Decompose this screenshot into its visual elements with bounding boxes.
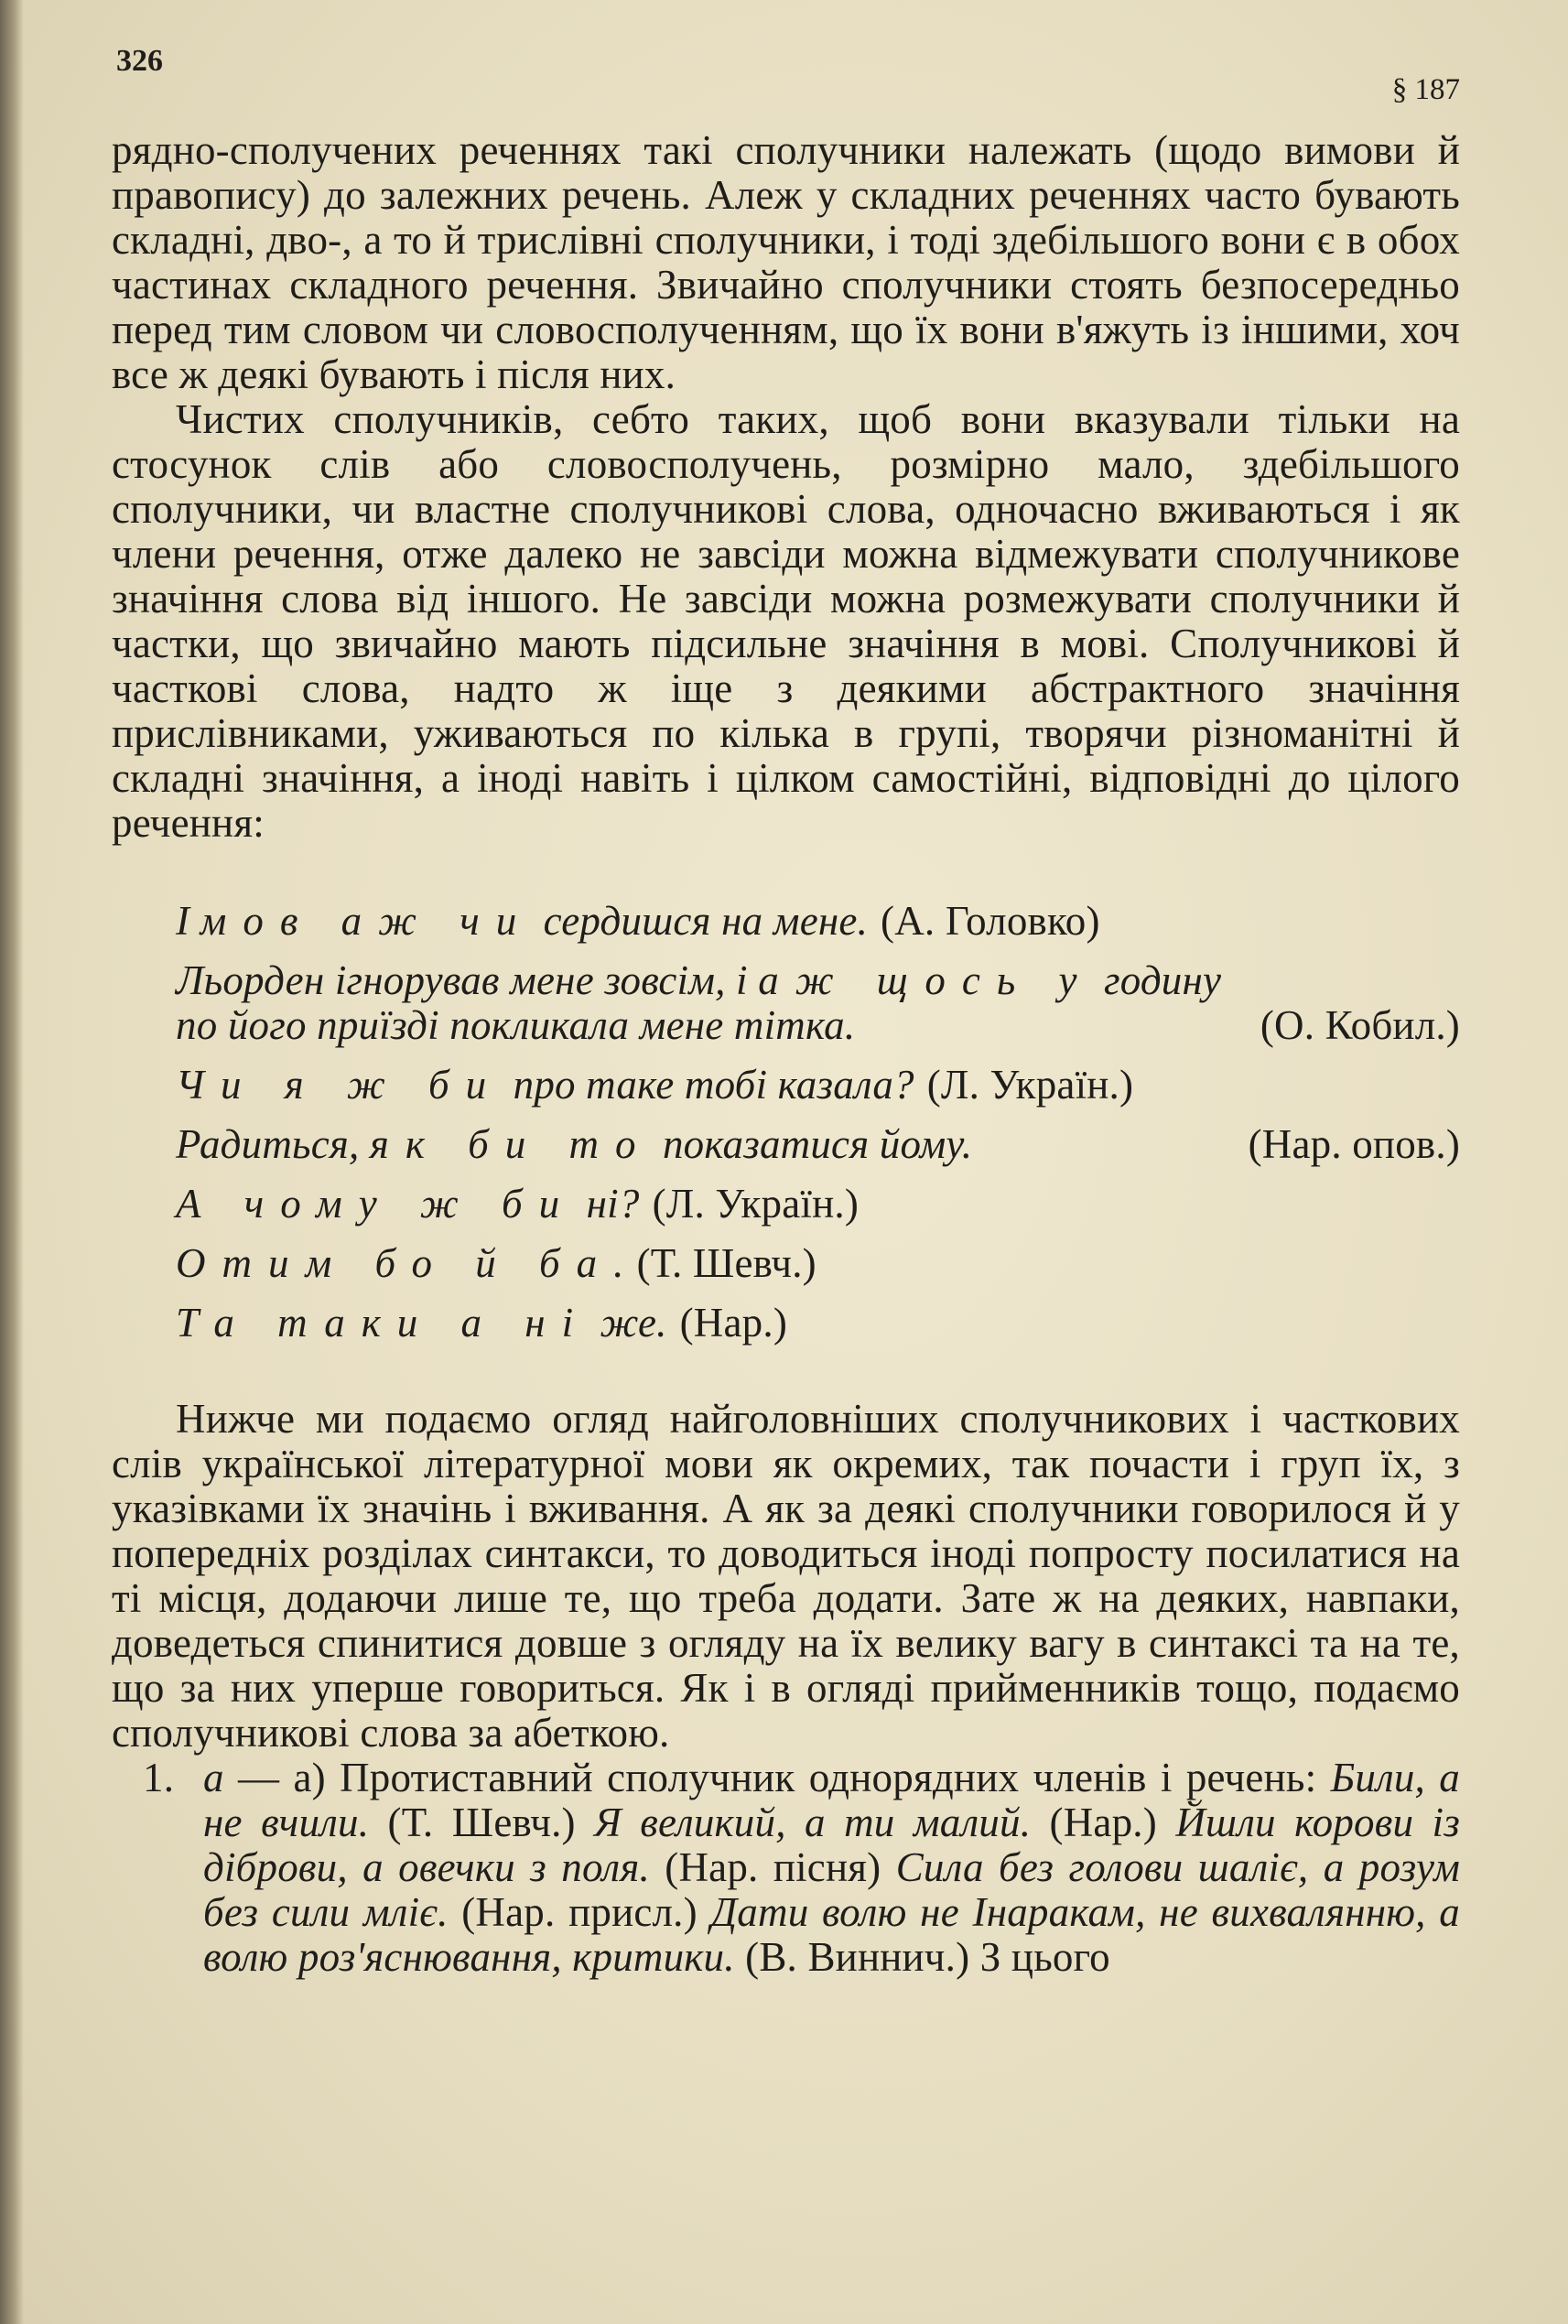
example-quote: Радиться, як би то показатися йому. bbox=[176, 1121, 973, 1167]
page-number: 326 bbox=[116, 44, 163, 78]
section-mark: § 187 bbox=[1391, 73, 1460, 106]
example-source: (Т. Шевч.) bbox=[636, 1240, 816, 1286]
example-line2 bbox=[176, 1003, 1460, 1048]
example-quote: А чому ж би ні? bbox=[176, 1181, 640, 1227]
example-7 bbox=[176, 1301, 1460, 1346]
example-1 bbox=[176, 899, 1460, 944]
entry-example-source: (Нар. пісня) bbox=[649, 1844, 896, 1890]
emphasis-spaced-text: А чому ж би bbox=[176, 1181, 577, 1227]
emphasis-spaced-text: як би то bbox=[369, 1121, 653, 1167]
emphasis-spaced-text: Та таки а ні bbox=[176, 1300, 590, 1346]
entry-example-source: (В. Виннич.) З цього bbox=[734, 1934, 1110, 1980]
book-spine-shadow bbox=[0, 0, 24, 2324]
emphasis-spaced-text: Чи я ж би bbox=[176, 1062, 503, 1108]
entry-intro: — а) Протиставний сполучник однорядних членів і речень: bbox=[223, 1755, 1331, 1800]
example-quote: Отим бо й ба. bbox=[176, 1240, 624, 1286]
entry-example-source: (Нар.) bbox=[1031, 1800, 1176, 1845]
example-source: (О. Кобил.) bbox=[1260, 1002, 1460, 1048]
example-quote: І мов аж чи сердишся на мене. bbox=[176, 898, 869, 944]
examples-block bbox=[176, 899, 1460, 1346]
paragraph-1: рядно-сполучених реченнях такі сполучники належать (щодо вимови й правопису) до залежних речень. Алеж у складних реченнях часто бувають складні, дво-, а то й трислівні сполучники, і тоді здебільшого вони є в обох частинах складного речення. Звичайно сполучники стоять безпосередньо перед тим словом чи словосполученням, що їх вони в'яжуть із іншими, хоч все ж деякі бувають і після них. bbox=[112, 127, 1460, 397]
example-quote: Чи я ж би про таке тобі казала? bbox=[176, 1062, 914, 1108]
example-source: (Л. Україн.) bbox=[926, 1062, 1134, 1108]
entry-headword: а bbox=[203, 1755, 224, 1800]
emphasis-spaced-text: аж щось у bbox=[758, 957, 1094, 1003]
example-quote-line1: Льорден ігнорував мене зовсім, і аж щось у годину bbox=[176, 957, 1222, 1003]
entry-example-quote: Били, а не вчили. bbox=[203, 1755, 1460, 1845]
example-source: (Нар. опов.) bbox=[1248, 1121, 1460, 1167]
example-source: (А. Головко) bbox=[881, 898, 1100, 944]
emphasis-spaced-text: мов аж чи bbox=[200, 898, 534, 944]
paragraph-2: Чистих сполучників, себто таких, щоб вони вказували тільки на стосунок слів або словосполучень, розмірно мало, здебільшого сполучники, чи властне сполучникові слова, одночасно вживаються і як члени речення, отже далеко не завсіди можна відмежувати сполучникове значіння слова від іншого. Не завсіди можна розмежувати сполучники й частки, що звичайно мають підсильне значіння в мові. Сполучникові й часткові слова, надто ж іще з деякими абстрактного значіння прислівниками, уживаються по кілька в групі, творячи різноманітні й складні значіння, а іноді навіть і цілком самостійні, відповідні до цілого речення: bbox=[112, 396, 1460, 846]
page-body bbox=[112, 128, 1460, 1980]
example-6 bbox=[176, 1241, 1460, 1286]
example-4 bbox=[176, 1122, 1460, 1167]
example-quote: Та таки а ні же. bbox=[176, 1300, 667, 1346]
example-2 bbox=[176, 958, 1460, 1048]
entry-example-source: (Т. Шевч.) bbox=[369, 1800, 595, 1845]
entry-example-quote: Йшли корови із діброви, а овечки з поля. bbox=[203, 1800, 1460, 1890]
example-5 bbox=[176, 1182, 1460, 1227]
example-source: (Нар.) bbox=[679, 1300, 788, 1346]
entry-example-quote: Сила без голови шаліє, а розум без сили мліє. bbox=[203, 1844, 1460, 1935]
example-quote-line2: по його приїзді покликала мене тітка. bbox=[176, 1002, 856, 1048]
emphasis-spaced-text: Отим бо й ба bbox=[176, 1240, 614, 1286]
entry-example-quote: Я великий, а ти малий. bbox=[594, 1800, 1032, 1845]
entry-example-source: (Нар. присл.) bbox=[448, 1889, 711, 1935]
entry-1 bbox=[112, 1756, 1460, 1980]
example-source: (Л. Україн.) bbox=[652, 1181, 860, 1227]
paragraph-3: Нижче ми подаємо огляд найголовніших сполучникових і часткових слів української літературної мови як окремих, так почасти і груп їх, з указівками їх значінь і вживання. А як за деякі сполучники говорилося й у попередніх розділах синтакси, то доводиться іноді попросту посилатися на ті місця, додаючи лише те, що треба додати. Зате ж на деяких, навпаки, доведеться спинитися довше з огляду на їх велику вагу в синтаксі та на те, що за них уперше говориться. Як і в огляді прийменників тощо, подаємо сполучникові слова за абеткою. bbox=[112, 1396, 1460, 1756]
entry-number: 1. bbox=[143, 1755, 175, 1800]
entry-example-quote: Дати волю не Інаракам, не вихвалянню, а волю роз'яснювання, критики. bbox=[203, 1889, 1460, 1980]
example-3 bbox=[176, 1063, 1460, 1108]
